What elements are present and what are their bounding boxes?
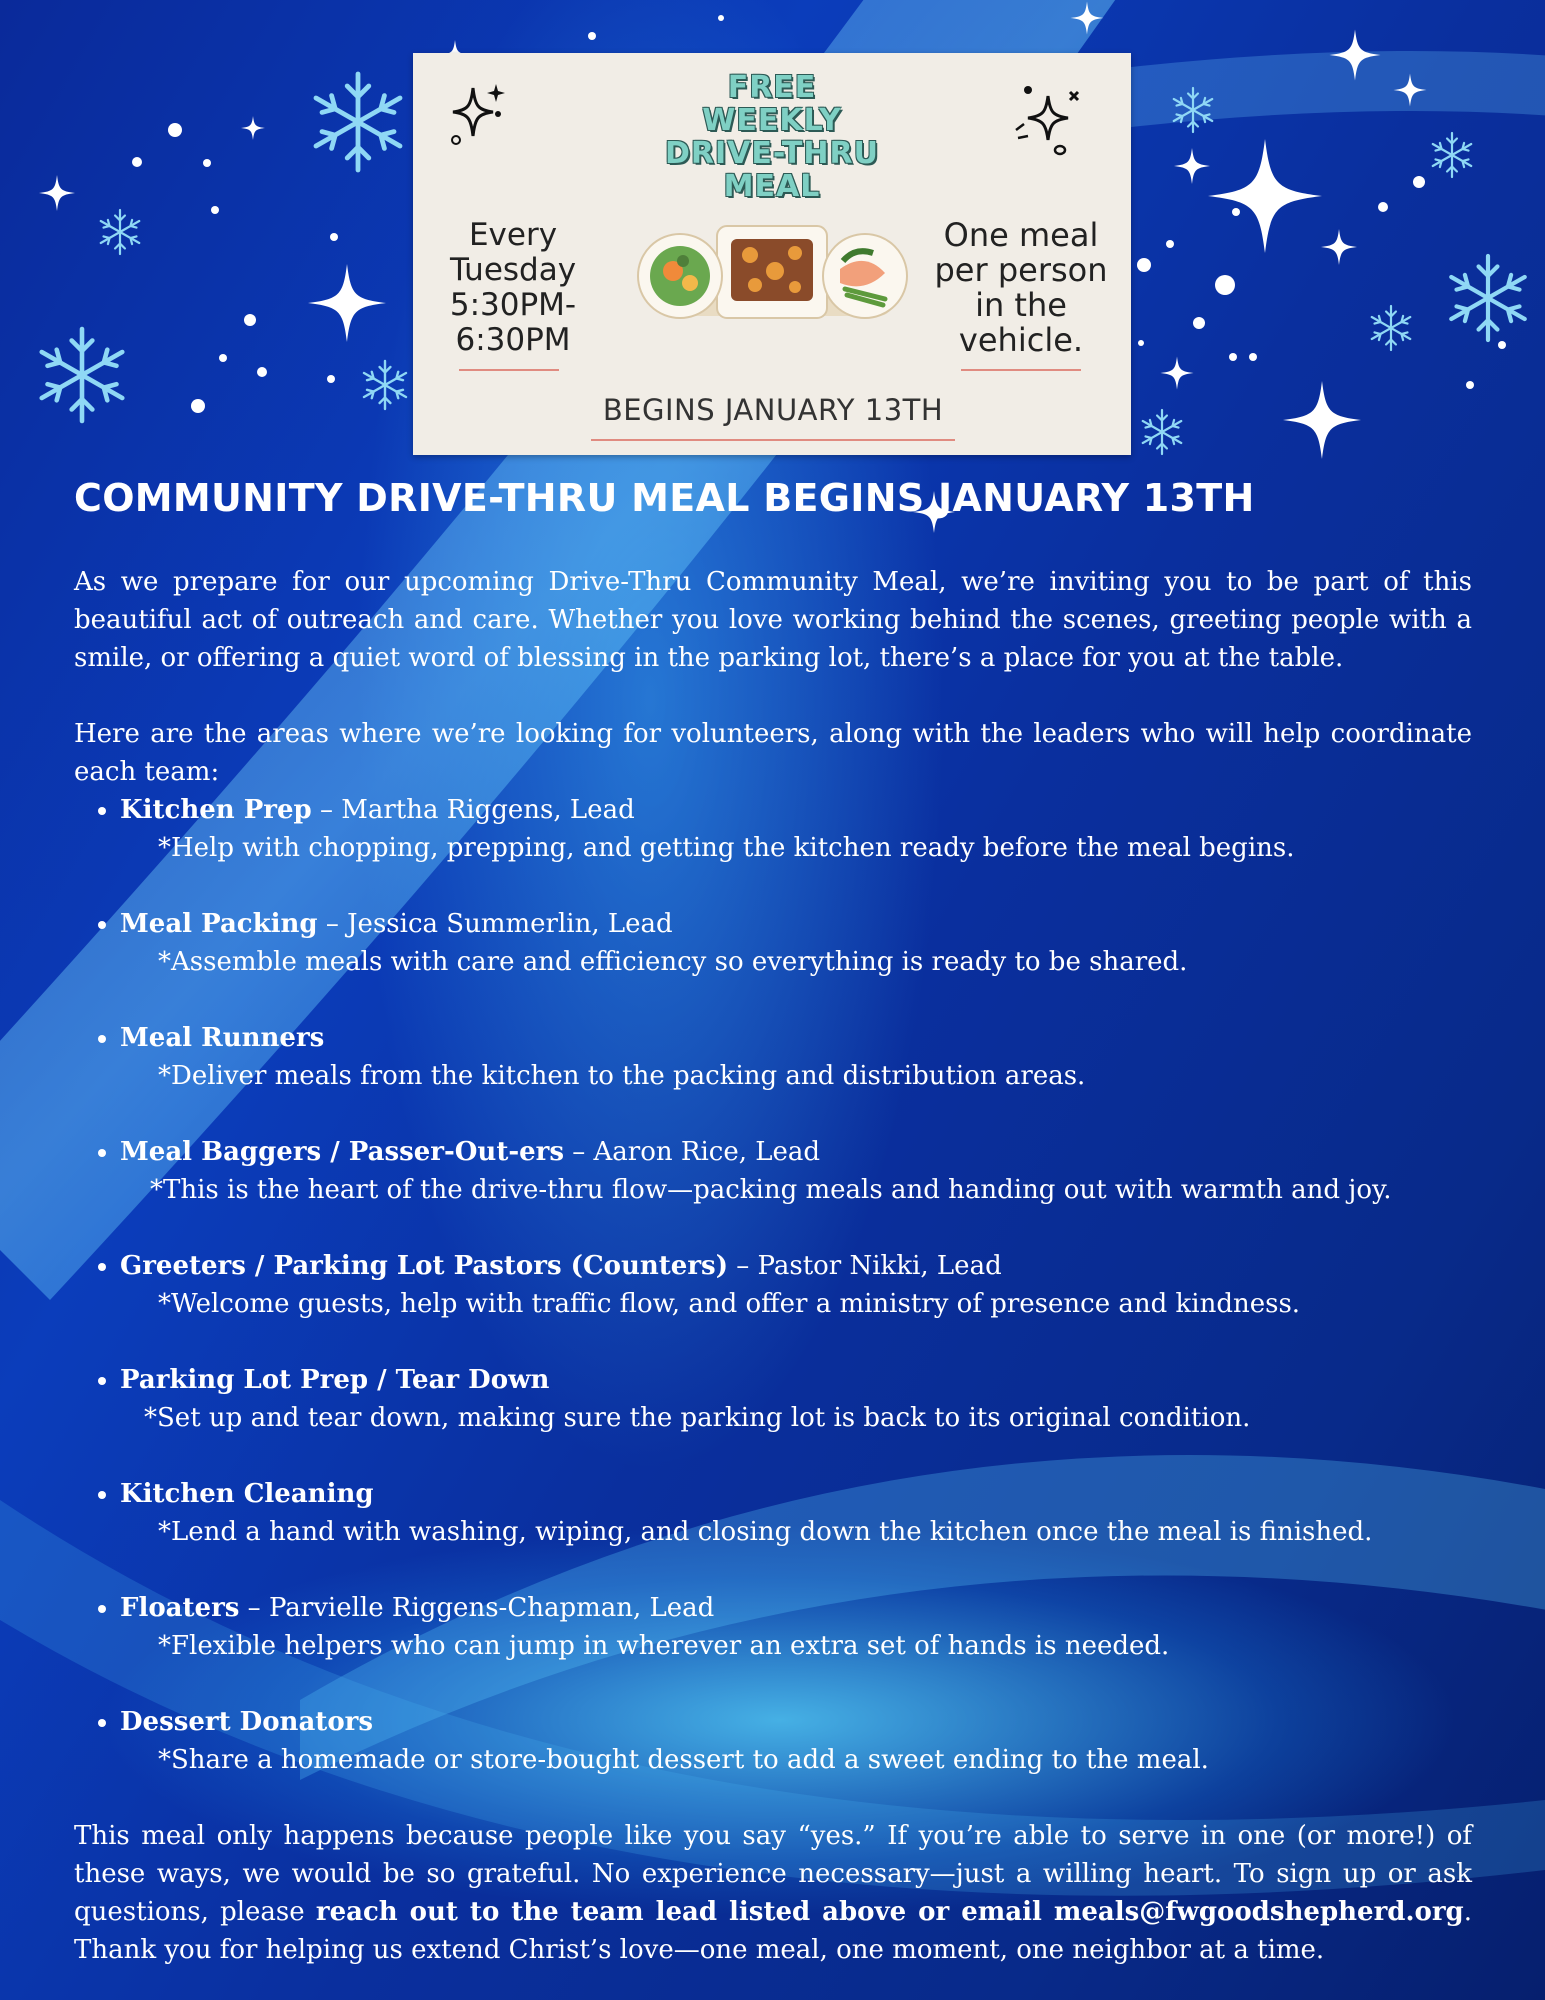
- food-plates-illustration: [635, 221, 913, 331]
- volunteer-intro: Here are the areas where we’re looking for volunteers, along with the leaders who will help coordinate each team:: [74, 719, 1472, 787]
- role-description: *Flexible helpers who can jump in wherever an extra set of hands is needed.: [158, 1631, 1170, 1661]
- contact-callout[interactable]: reach out to the team lead listed above or email meals@fwgoodshepherd.org: [315, 1897, 1464, 1927]
- role-lead: – Jessica Summerlin, Lead: [317, 909, 673, 939]
- role-description: *Welcome guests, help with traffic flow, and offer a ministry of presence and kindness.: [158, 1289, 1301, 1319]
- main-content: [74, 563, 1472, 1969]
- role-description: *Assemble meals with care and efficiency so everything is ready to be shared.: [158, 947, 1188, 977]
- flyer-begins-date: BEGINS JANUARY 13TH: [602, 393, 944, 427]
- list-item: [120, 1133, 1472, 1209]
- begins-underline: [591, 439, 955, 441]
- role-description: *Lend a hand with washing, wiping, and closing down the kitchen once the meal is finished.: [158, 1517, 1373, 1547]
- list-item: [120, 1361, 1472, 1437]
- list-item: [120, 791, 1472, 867]
- role-name: Meal Packing: [120, 909, 318, 939]
- role-name: Floaters: [120, 1593, 240, 1623]
- list-item: [120, 905, 1472, 981]
- role-name: Greeters / Parking Lot Pastors (Counters): [120, 1251, 728, 1281]
- schedule-line: Tuesday: [449, 252, 577, 288]
- event-flyer: [413, 53, 1131, 455]
- role-description: *Share a homemade or store-bought dessert to add a sweet ending to the meal.: [158, 1745, 1209, 1775]
- role-name: Dessert Donators: [120, 1707, 373, 1737]
- role-name: Parking Lot Prep / Tear Down: [120, 1365, 550, 1395]
- schedule-line: 5:30PM-: [449, 287, 577, 323]
- role-name: Meal Runners: [120, 1023, 325, 1053]
- page-heading: COMMUNITY DRIVE-THRU MEAL BEGINS JANUARY 13TH: [74, 476, 1255, 520]
- role-lead: – Aaron Rice, Lead: [564, 1137, 821, 1167]
- role-description: *Deliver meals from the kitchen to the packing and distribution areas.: [158, 1061, 1086, 1091]
- policy-line: in the: [975, 286, 1067, 324]
- flyer-title-line: WEEKLY: [702, 103, 842, 138]
- role-lead: – Pastor Nikki, Lead: [728, 1251, 1002, 1281]
- schedule-line: 6:30PM: [455, 322, 571, 358]
- policy-line: per person: [934, 251, 1108, 289]
- policy-line: vehicle.: [958, 321, 1084, 359]
- flyer-schedule: [433, 218, 593, 358]
- flyer-policy: [921, 218, 1121, 358]
- role-name: Kitchen Prep: [120, 795, 312, 825]
- sparkle-icon: [438, 78, 518, 158]
- policy-line: One meal: [943, 216, 1099, 254]
- list-item: [120, 1247, 1472, 1323]
- role-name: Meal Baggers / Passer-Out-ers: [120, 1137, 564, 1167]
- list-item: [120, 1019, 1472, 1095]
- closing-paragraph: [74, 1817, 1472, 1969]
- flyer-title-line: FREE: [727, 70, 817, 105]
- role-lead: – Parvielle Riggens-Chapman, Lead: [239, 1593, 715, 1623]
- list-item: [120, 1475, 1472, 1551]
- role-description: *Help with chopping, prepping, and getting the kitchen ready before the meal begins.: [158, 833, 1295, 863]
- schedule-underline: [459, 369, 559, 371]
- list-item: [120, 1589, 1472, 1665]
- flyer-title-line: DRIVE-THRU: [665, 136, 879, 171]
- list-item: [120, 1703, 1472, 1779]
- sparkle-icon: [1008, 78, 1098, 168]
- role-name: Kitchen Cleaning: [120, 1479, 374, 1509]
- closing-text-end: . Thank you for helping us extend Christ’s love—one meal, one moment, one neighbor at a time.: [74, 1897, 1472, 1965]
- schedule-line: Every: [468, 217, 558, 253]
- flyer-title: [603, 71, 941, 203]
- intro-paragraph: As we prepare for our upcoming Drive-Thru Community Meal, we’re inviting you to be part of this beautiful act of outreach and care. Whether you love working behind the scenes, greeting people with a smile, or offering a quiet word of blessing in the parking lot, there’s a place for you at the table.: [74, 567, 1472, 673]
- role-lead: – Martha Riggens, Lead: [311, 795, 635, 825]
- role-description: *Set up and tear down, making sure the parking lot is back to its original condition.: [144, 1403, 1251, 1433]
- volunteer-roles-list: [74, 791, 1472, 1779]
- closing-text: This meal only happens because people like you say “yes.” If you’re able to serve in one (or more!) of these ways, we would be so grateful. No experience necessary—just a willing heart. To sign up or ask questions, please: [74, 1821, 1472, 1927]
- role-description: *This is the heart of the drive-thru flow—packing meals and handing out with warmth and joy.: [150, 1175, 1392, 1205]
- flyer-title-line: MEAL: [723, 169, 821, 204]
- policy-underline: [961, 369, 1081, 371]
